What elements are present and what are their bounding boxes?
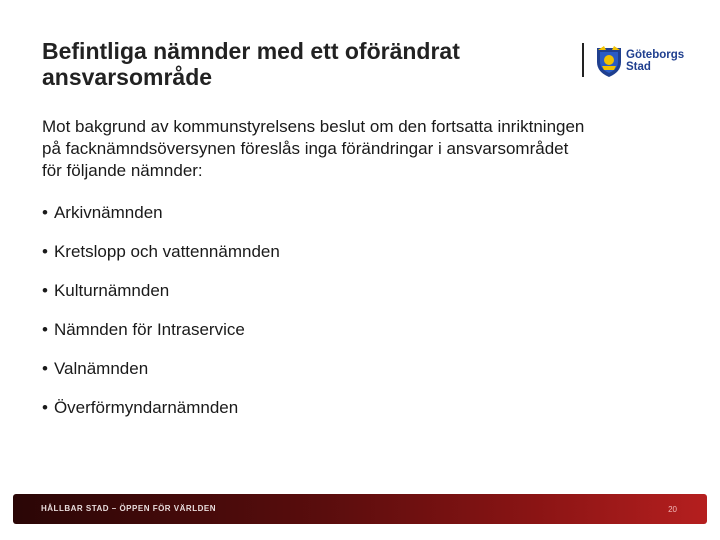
bullet-item (42, 241, 280, 280)
slide-title-line-1: Befintliga nämnder med ett oförändrat (42, 38, 460, 64)
footer-slogan: HÅLLBAR STAD – ÖPPEN FÖR VÄRLDEN (41, 504, 216, 513)
slide-title-line-2: ansvarsområde (42, 64, 213, 90)
bullet-text: Överförmyndarnämnden (53, 398, 239, 417)
logo-line-2: Stad (626, 61, 651, 73)
logo-line-1: Göteborgs (626, 49, 685, 61)
intro-line-3: för följande nämnder: (42, 161, 203, 180)
bullet-text: Arkivnämnden (53, 203, 163, 222)
bullet-text: Kretslopp och vattennämnden (53, 242, 280, 261)
intro-line-1: Mot bakgrund av kommunstyrelsens beslut om den fortsatta inriktningen (42, 117, 585, 136)
bullet-marker: • (42, 398, 48, 417)
bullet-marker: • (42, 281, 48, 300)
bullet-text: Valnämnden (53, 359, 149, 378)
intro-line-2: på facknämndsöversynen föreslås inga förändringar i ansvarsområdet (42, 139, 569, 158)
slide-title (42, 38, 582, 90)
bullet-marker: • (42, 320, 48, 339)
page-number: 20 (668, 505, 677, 514)
bullet-item (42, 280, 280, 319)
header-divider (582, 43, 584, 77)
bullet-item (42, 358, 280, 397)
goteborgs-stad-logo (594, 44, 694, 80)
intro-paragraph (42, 116, 692, 182)
bullet-item (42, 397, 280, 436)
bullet-marker: • (42, 242, 48, 261)
bullet-marker: • (42, 203, 48, 222)
bullet-list (42, 202, 280, 436)
bullet-item (42, 202, 280, 241)
logo-wordmark (626, 49, 684, 73)
footer-bar (13, 494, 707, 524)
goteborg-coat-of-arms-icon (594, 44, 624, 78)
bullet-marker: • (42, 359, 48, 378)
bullet-text: Kulturnämnden (53, 281, 170, 300)
bullet-text: Nämnden för Intraservice (53, 320, 245, 339)
bullet-item (42, 319, 280, 358)
